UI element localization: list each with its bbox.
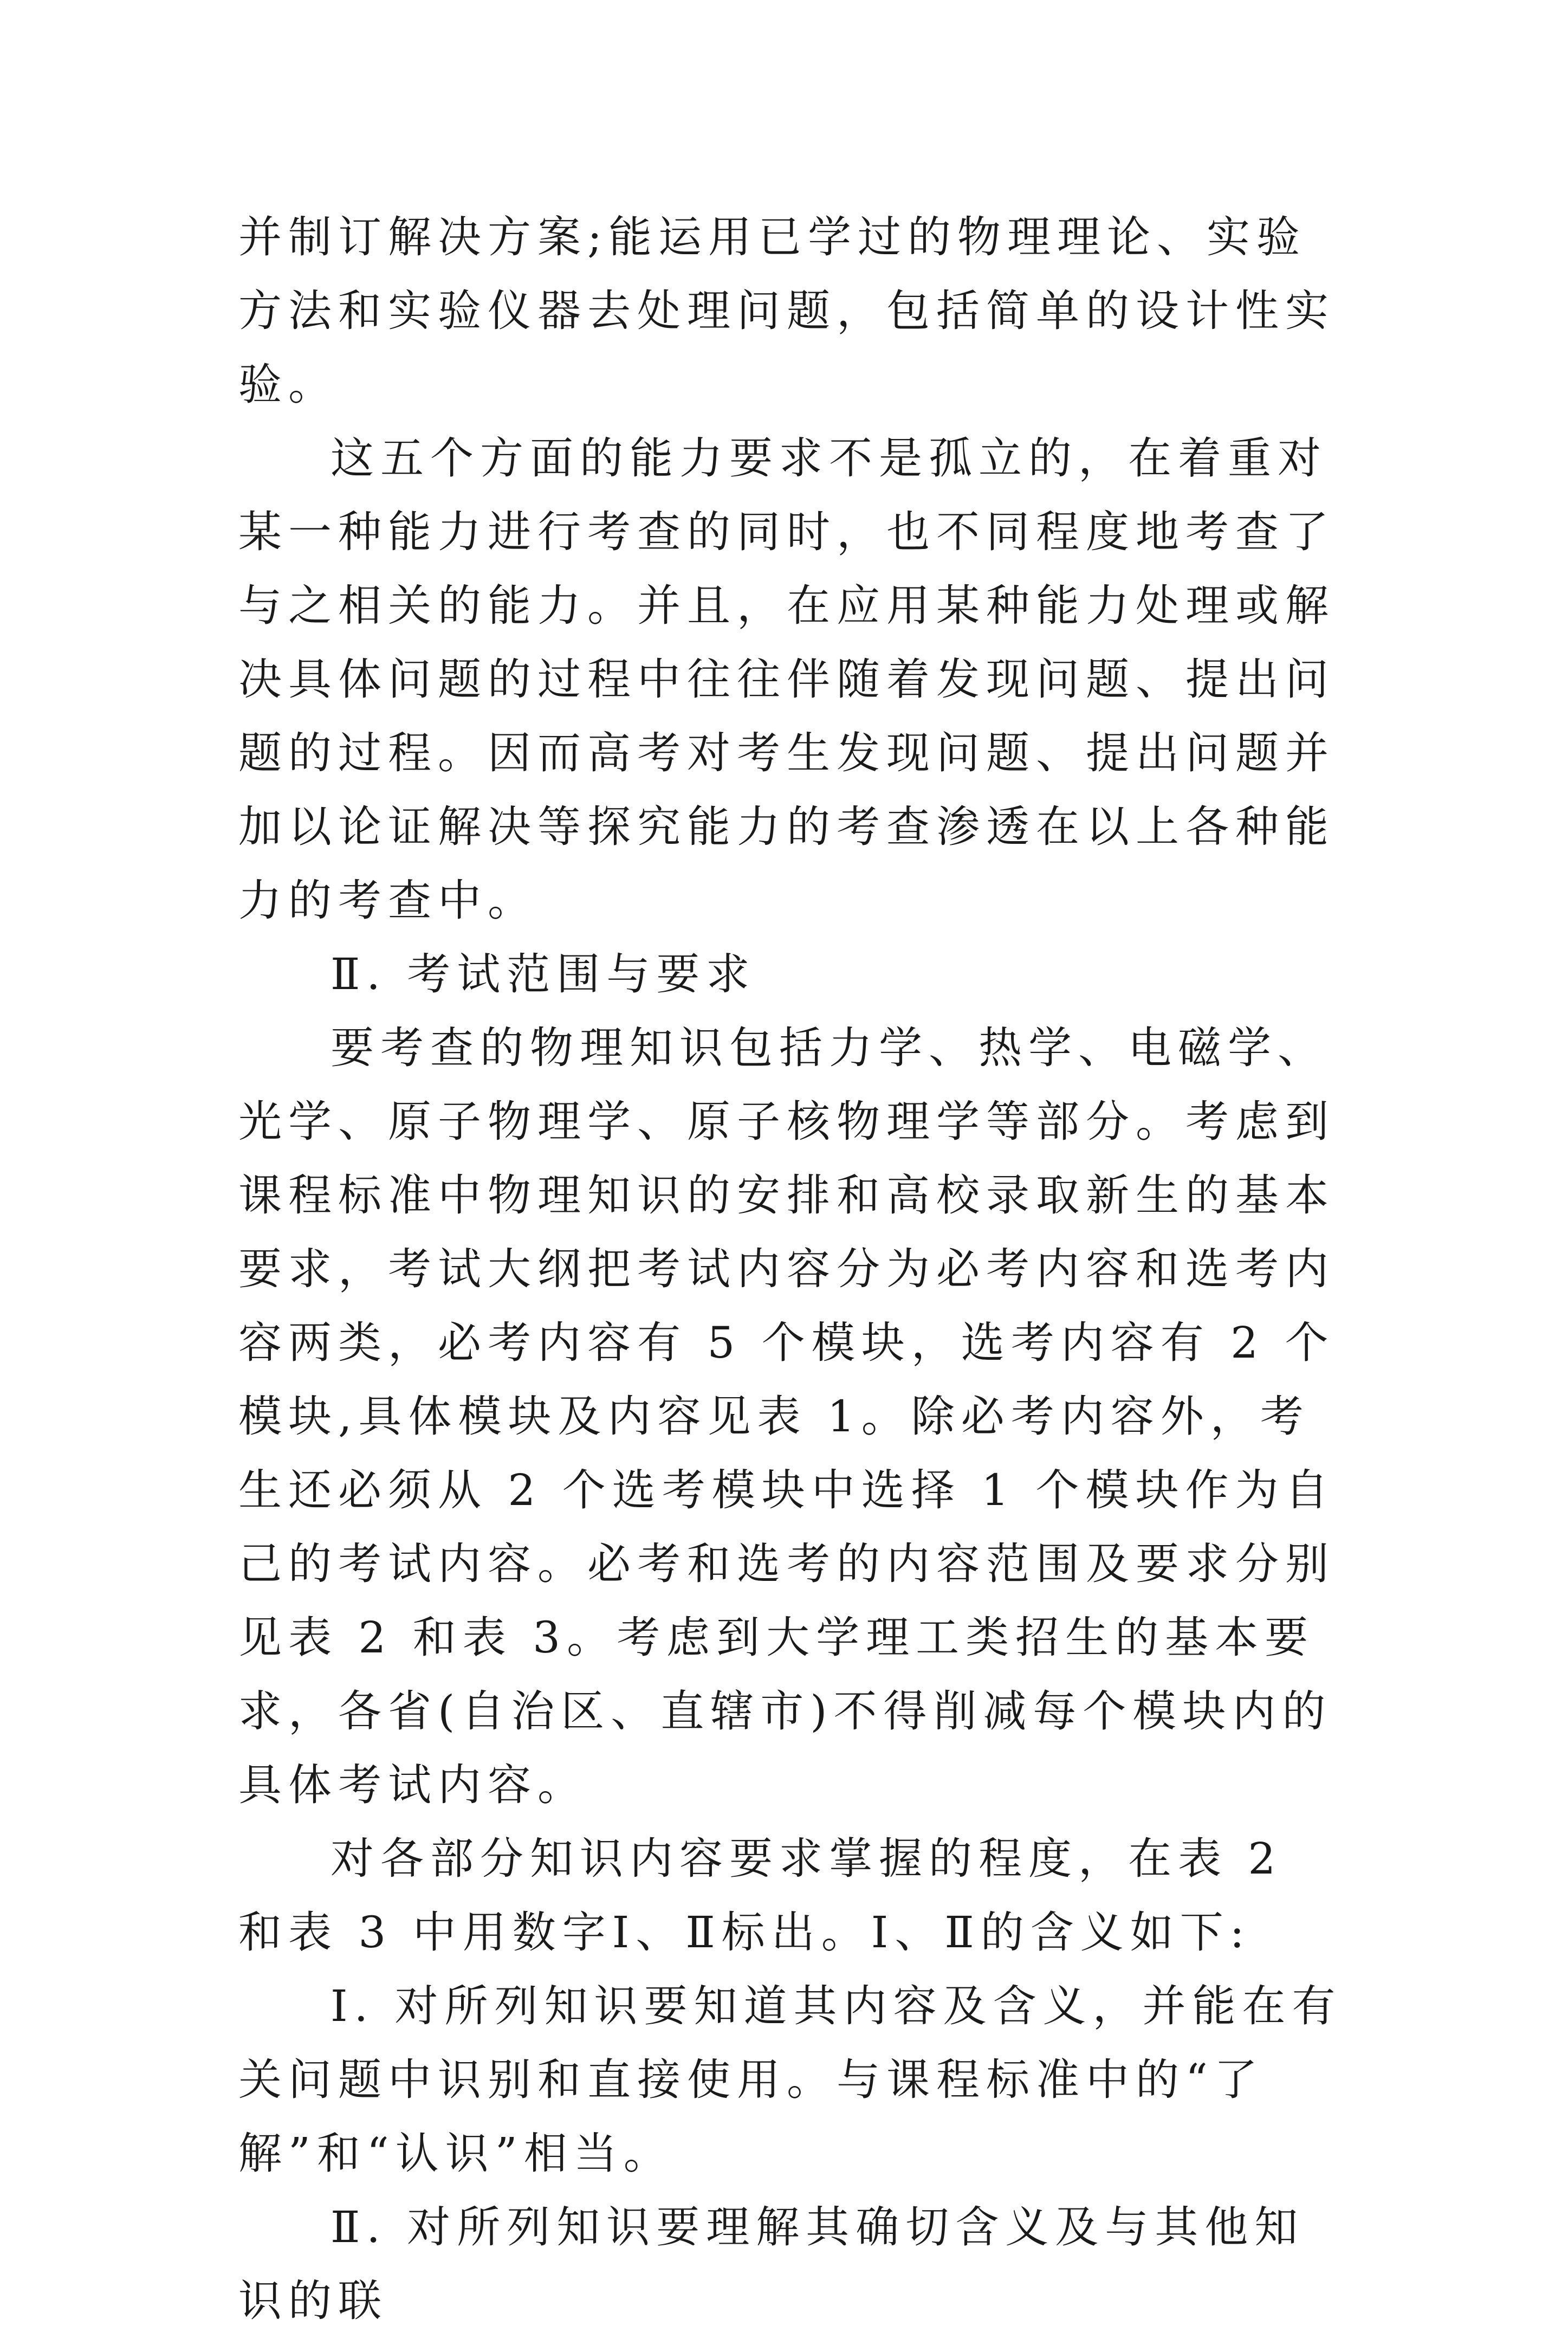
paragraph-level-one: Ⅰ. 对所列知识要知道其内容及含义，并能在有关问题中识别和直接使用。与课程标准中的“了解”和“认识”相当。: [238, 1981, 1342, 2179]
document-body: [238, 201, 1344, 2338]
section-heading-exam-scope: Ⅱ. 考试范围与要求: [331, 949, 756, 999]
paragraph-ability-requirements: 这五个方面的能力要求不是孤立的，在着重对某一种能力进行考查的同时，也不同程度地考查了与之相关的能力。并且，在应用某种能力处理或解决具体问题的过程中往往伴随着发现问题、提出问题的过程。因而高考对考生发现问题、提出问题并加以论证解决等探究能力的考查渗透在以上各种能力的考查中。: [238, 433, 1335, 926]
paragraph-exam-content: 要考查的物理知识包括力学、热学、电磁学、光学、原子物理学、原子核物理学等部分。考虑到课程标准中物理知识的安排和高校录取新生的基本要求，考试大纲把考试内容分为必考内容和选考内容两类，必考内容有 5 个模块，选考内容有 2 个模块,具体模块及内容见表 1。除必考内容外，考生还必须从 2 个选考模块中选择 1 个模块作为自己的考试内容。必考和选考的内容范围及要求分别见表 2 和表 3。考虑到大学理工类招生的基本要求，各省(自治区、直辖市)不得削减每个模块内的具体考试内容。: [238, 1023, 1335, 1810]
paragraph-mastery-levels: 对各部分知识内容要求掌握的程度，在表 2 和表 3 中用数字Ⅰ、Ⅱ标出。Ⅰ、Ⅱ的含义如下:: [238, 1833, 1282, 1958]
paragraph-continuation: 并制订解决方案;能运用已学过的物理理论、实验方法和实验仪器去处理问题，包括简单的设计性实验。: [238, 212, 1335, 410]
paragraph-level-two: Ⅱ. 对所列知识要理解其确切含义及与其他知识的联: [238, 2202, 1305, 2326]
